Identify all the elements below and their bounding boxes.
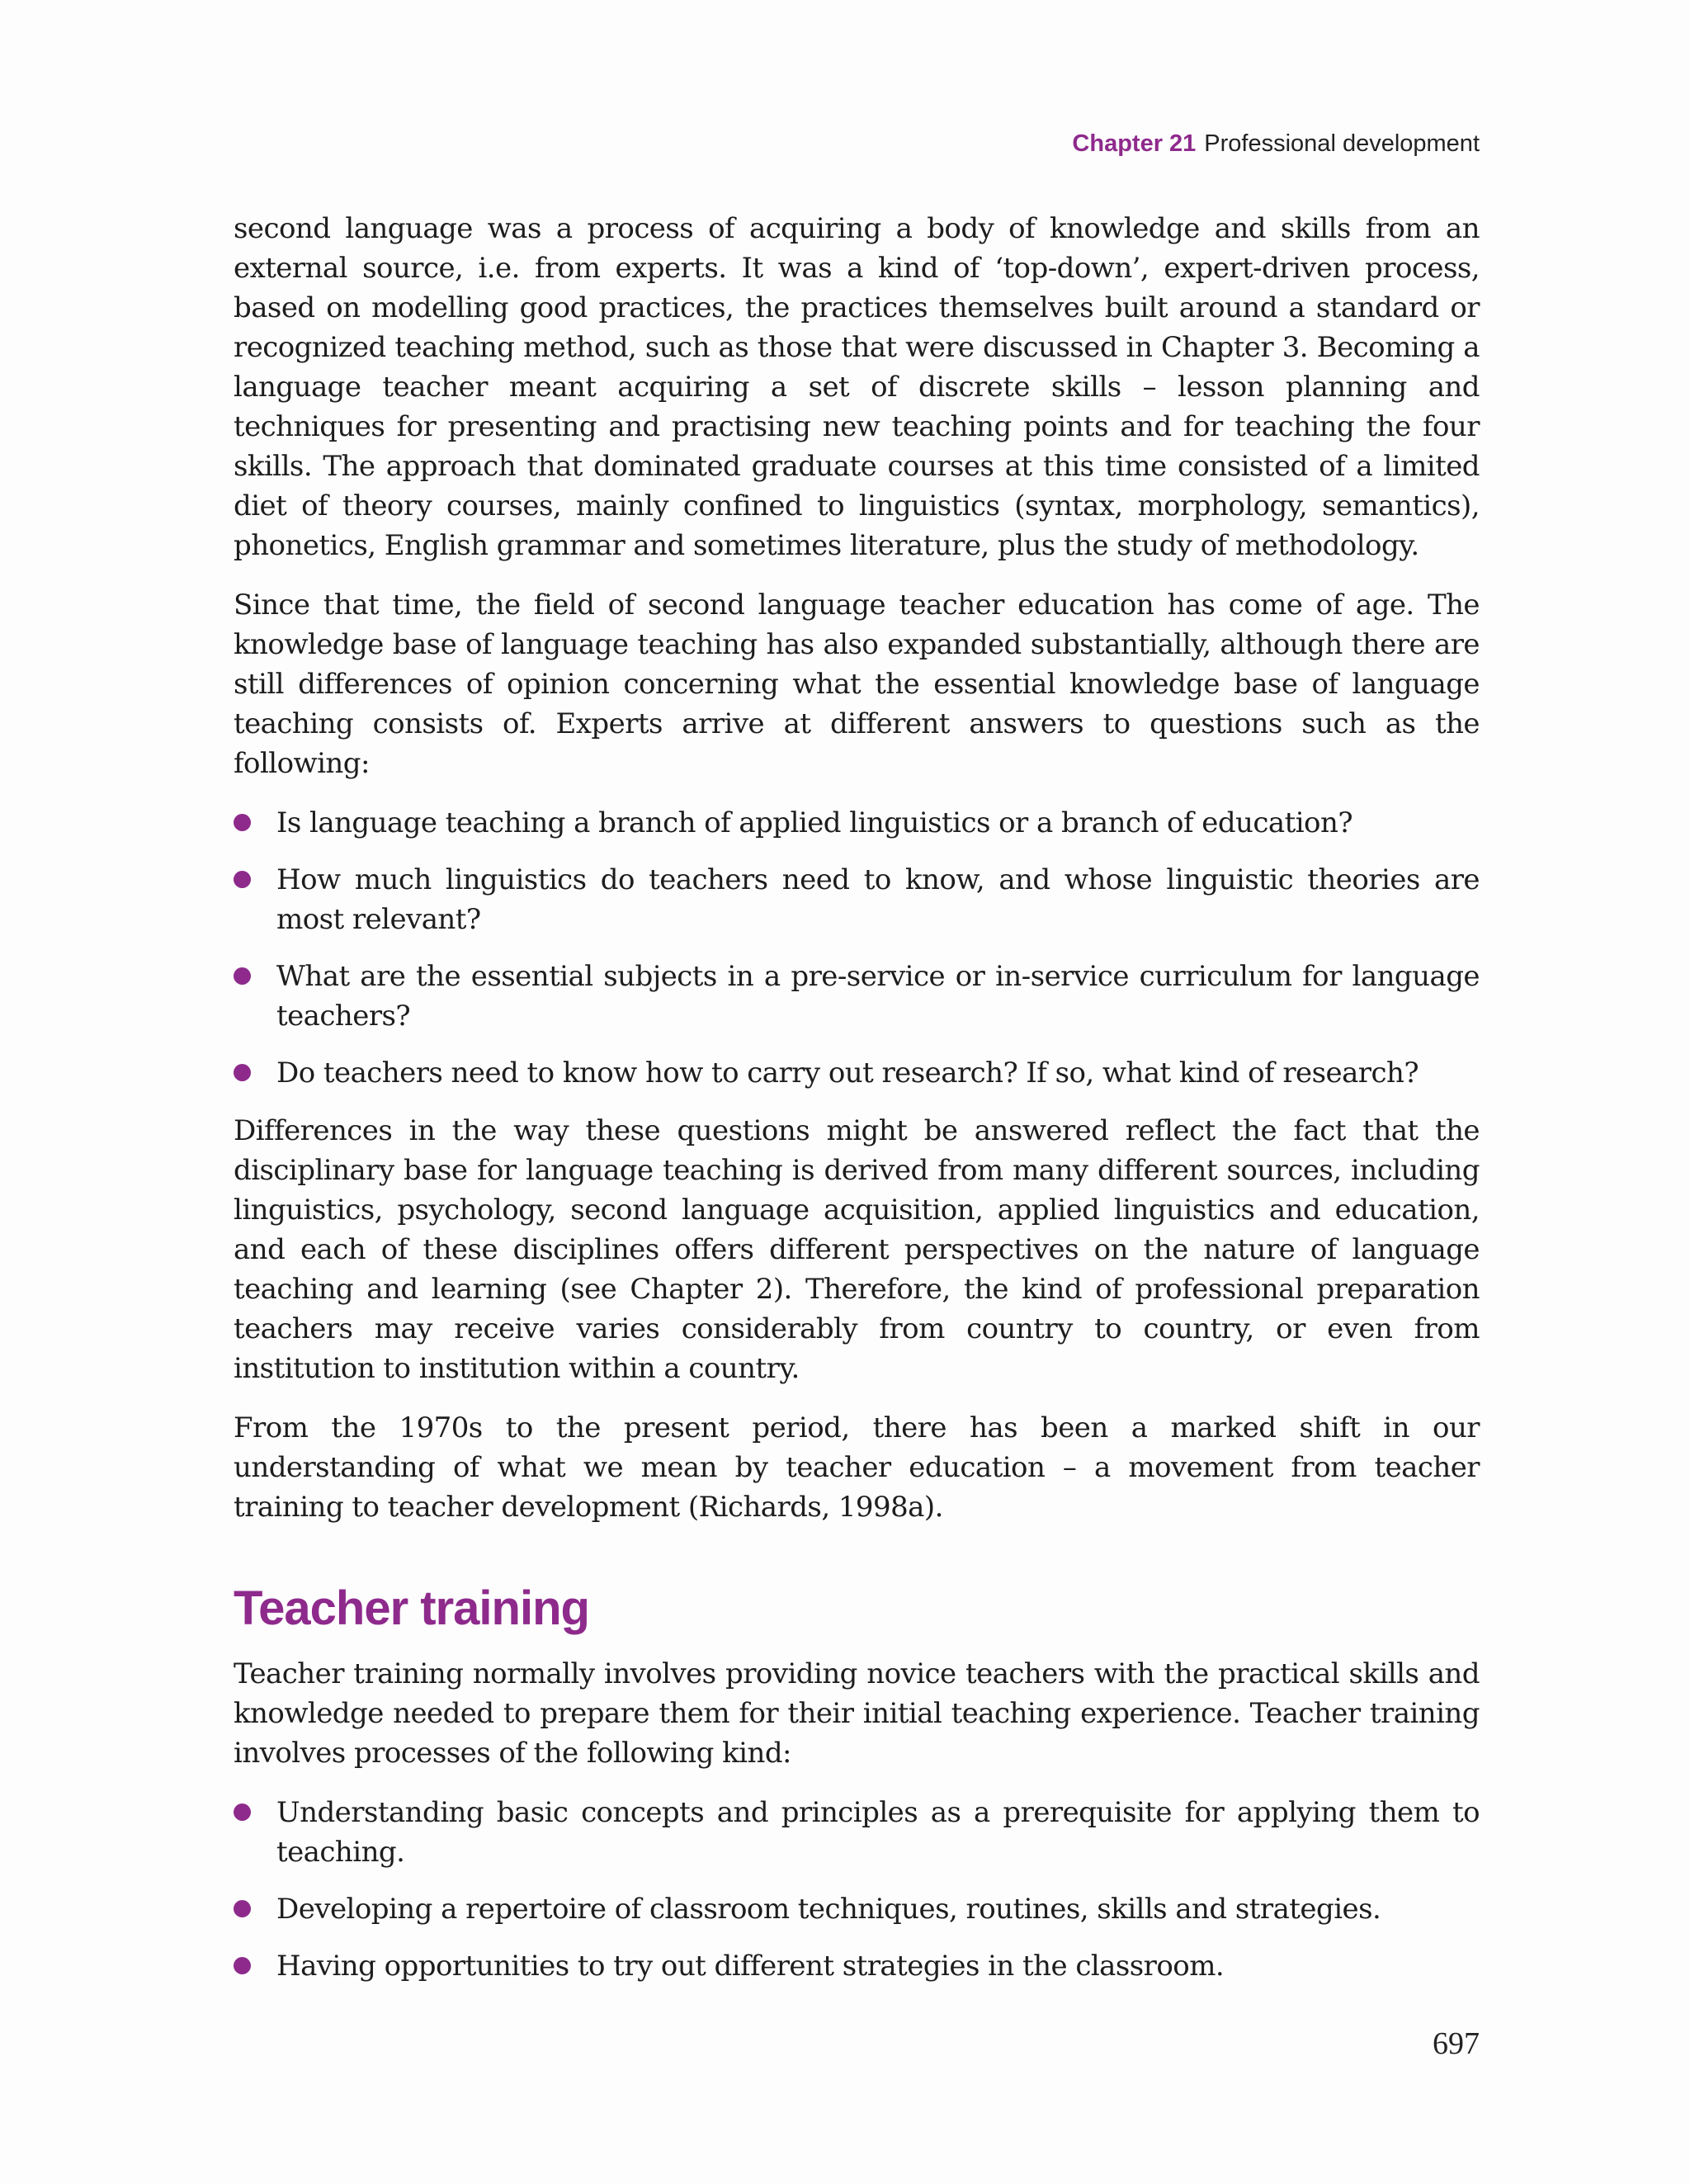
bullet-icon (234, 814, 251, 831)
paragraph: Since that time, the field of second language teacher education has come of age. The knowledge base of language teaching has also expanded substantially, although there are still differences of opinion concerning what the essential knowledge base of language teaching consists of. Experts arrive at different answers to questions such as the following: (234, 589, 1480, 780)
list-item (234, 1053, 1480, 1093)
list-item-text: Developing a repertoire of classroom techniques, routines, skills and strategies. (276, 1893, 1381, 1926)
list-item (234, 1793, 1480, 1872)
list-item-text: Having opportunities to try out different strategies in the classroom. (276, 1950, 1225, 1983)
bullet-icon (234, 1957, 251, 1974)
list-item (234, 1946, 1480, 1986)
running-head (1072, 127, 1480, 160)
list-item-text: Do teachers need to know how to carry out research? If so, what kind of research? (276, 1057, 1419, 1090)
list-item (234, 957, 1480, 1036)
list-item-text: How much linguistics do teachers need to know, and whose linguistic theories are most relevant? (276, 863, 1480, 936)
bullet-icon (234, 1803, 251, 1821)
processes-list (234, 1793, 1480, 1986)
chapter-label: Chapter 21 (1072, 130, 1197, 157)
bullet-icon (234, 1064, 251, 1081)
section-heading: Teacher training (234, 1581, 589, 1635)
paragraph: second language was a process of acquiring a body of knowledge and skills from an external source, i.e. from experts. It was a kind of ‘top-down’, expert-driven process, based on modelling good practices, the practices themselves built around a standard or recognized teaching method, such as those that were discussed in Chapter 3. Becoming a language teacher meant acquiring a set of discrete skills – lesson planning and techniques for presenting and practising new teaching points and for teaching the four skills. The approach that dominated graduate courses at this time consisted of a limited diet of theory courses, mainly confined to linguistics (syntax, morphology, semantics), phonetics, English grammar and sometimes literature, plus the study of methodology. (234, 212, 1480, 562)
page-number: 697 (1433, 2026, 1480, 2061)
chapter-title: Professional development (1204, 130, 1480, 157)
list-item-text: Is language teaching a branch of applied linguistics or a branch of education? (276, 806, 1353, 839)
list-item-text: What are the essential subjects in a pre-service or in-service curriculum for language teachers? (276, 960, 1480, 1033)
list-item (234, 803, 1480, 843)
paragraph: Differences in the way these questions might be answered reflect the fact that the disciplinary base for language teaching is derived from many different sources, including linguistics, psychology, second language acquisition, applied linguistics and education, and each of these disciplines offers different perspectives on the nature of language teaching and learning (see Chapter 2). Therefore, the kind of professional preparation teachers may receive varies considerably from country to country, or even from institution to institution within a country. (234, 1114, 1480, 1385)
bullet-icon (234, 967, 251, 985)
list-item (234, 1889, 1480, 1929)
list-item-text: Understanding basic concepts and principles as a prerequisite for applying them to teaching. (276, 1796, 1480, 1869)
paragraph: Teacher training normally involves providing novice teachers with the practical skills and knowledge needed to prepare them for their initial teaching experience. Teacher training involves processes of the following kind: (234, 1657, 1480, 1770)
bullet-icon (234, 871, 251, 888)
bullet-icon (234, 1900, 251, 1917)
paragraph: From the 1970s to the present period, there has been a marked shift in our understanding of what we mean by teacher education – a movement from teacher training to teacher development (Richards, 1998a). (234, 1411, 1480, 1524)
questions-list (234, 803, 1480, 1093)
list-item (234, 860, 1480, 939)
body-text (234, 209, 1480, 2004)
